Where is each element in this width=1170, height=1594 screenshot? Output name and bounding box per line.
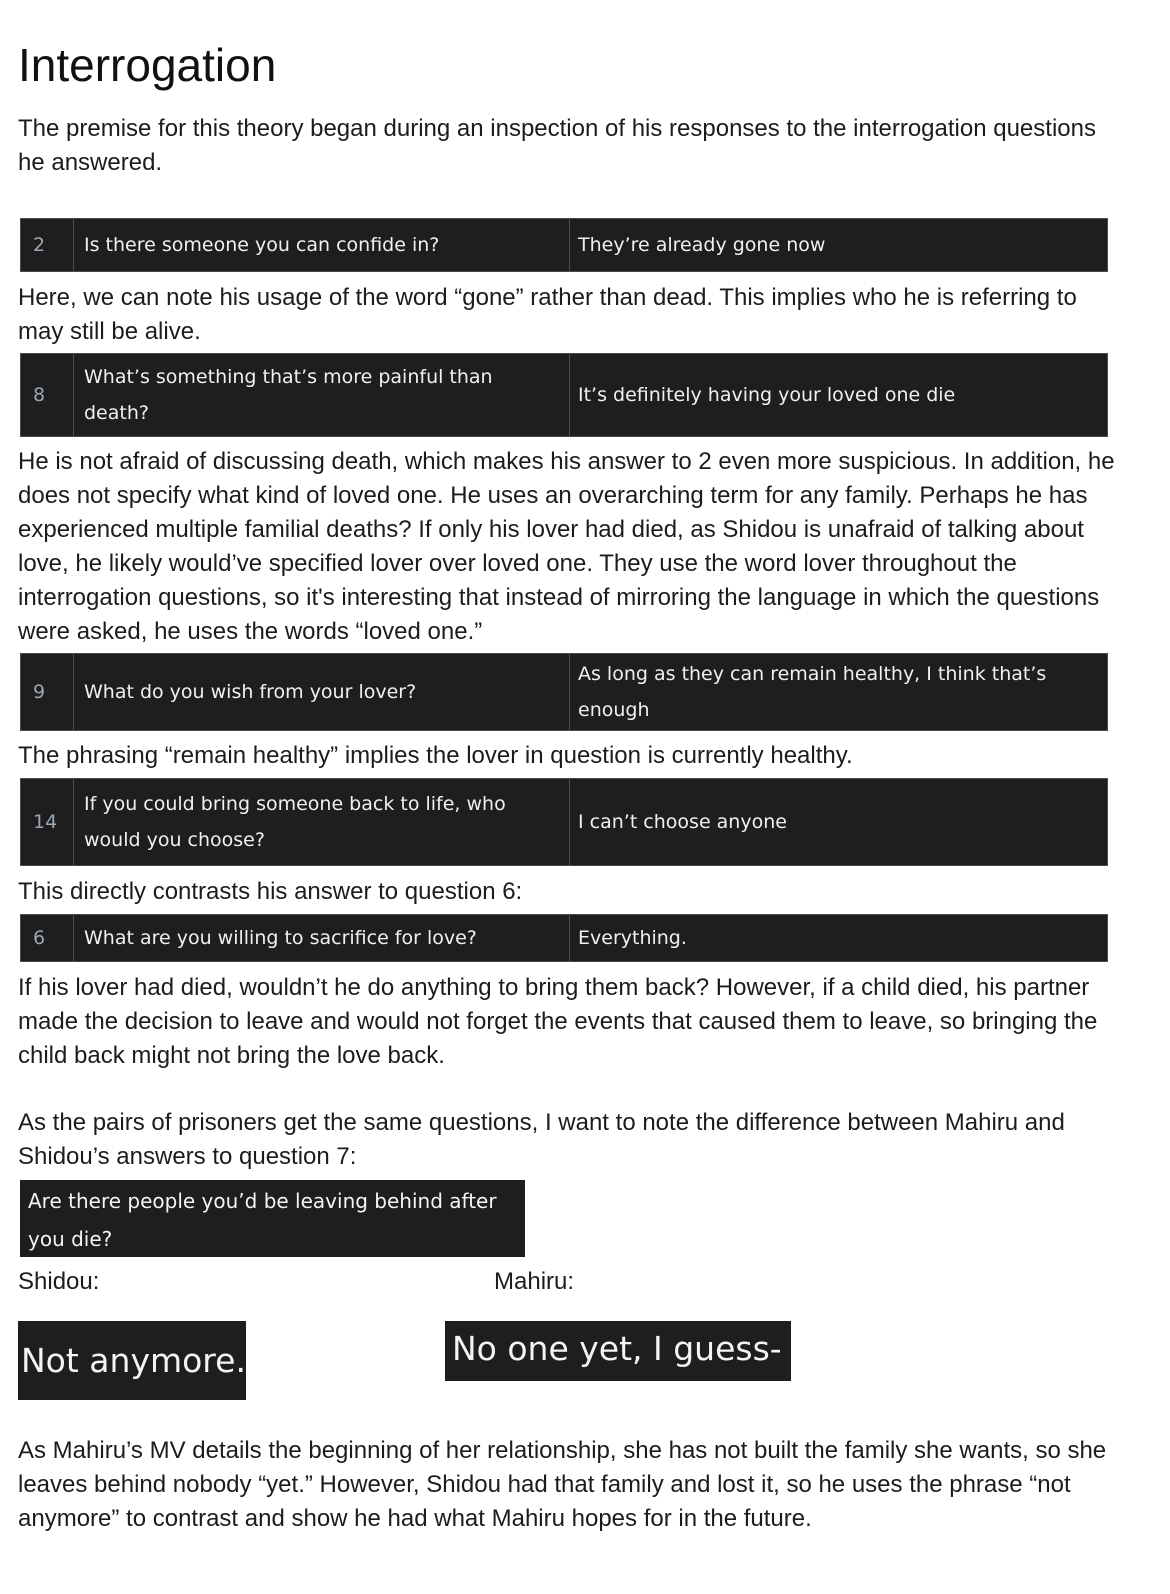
question-row-2 bbox=[20, 218, 1108, 272]
paragraph-pairs: As the pairs of prisoners get the same questions, I want to note the difference between Mahiru and Shidou’s answers to question 7: bbox=[18, 1109, 1065, 1170]
answer-text: Everything. bbox=[578, 927, 687, 949]
paragraph-healthy: The phrasing “remain healthy” implies the lover in question is currently healthy. bbox=[18, 742, 853, 769]
question-text: If you could bring someone back to life, who would you choose? bbox=[74, 779, 570, 865]
question-number: 8 bbox=[21, 354, 74, 436]
question-row-6 bbox=[20, 914, 1108, 962]
answer-text: As long as they can remain healthy, I think that’s enough bbox=[578, 663, 1047, 721]
paragraph-contrast: This directly contrasts his answer to question 6: bbox=[18, 878, 523, 905]
answer-text: I can’t choose anyone bbox=[578, 811, 787, 833]
shidou-answer-box: Not anymore. bbox=[18, 1321, 246, 1400]
mahiru-answer-box: No one yet, I guess- bbox=[445, 1321, 791, 1381]
question-number: 2 bbox=[21, 219, 74, 271]
shidou-label: Shidou: bbox=[18, 1268, 100, 1295]
paragraph-death: He is not afraid of discussing death, which makes his answer to 2 even more suspicious. In addition, he does not specify what kind of loved one. He uses an overarching term for any family. Perhaps he has experienced multiple familial deaths? If only his lover had died, as Shidou is unafraid of talking about love, he likely would’ve specified lover over loved one. They use the word lover throughout the interrogation questions, so it's interesting that instead of mirroring the language in which the questions were asked, he uses the words “loved one.” bbox=[18, 448, 1115, 645]
question-row-8 bbox=[20, 353, 1108, 437]
question-number: 9 bbox=[21, 654, 74, 730]
question-text: What’s something that’s more painful than death? bbox=[74, 354, 570, 436]
question-row-14 bbox=[20, 778, 1108, 866]
question-7-box: Are there people you’d be leaving behind after you die? bbox=[20, 1180, 525, 1257]
paragraph-final: As Mahiru’s MV details the beginning of her relationship, she has not built the family she wants, so she leaves behind nobody “yet.” However, Shidou had that family and lost it, so he uses the phrase “not anymore” to contrast and show he had what Mahiru hopes for in the future. bbox=[18, 1437, 1107, 1532]
question-number: 6 bbox=[21, 915, 74, 961]
answer-text: It’s definitely having your loved one die bbox=[578, 384, 956, 406]
paragraph-lover-died: If his lover had died, wouldn’t he do anything to bring them back? However, if a child died, his partner made the decision to leave and would not forget the events that caused them to leave, so bringing the child back might not bring the love back. bbox=[18, 974, 1098, 1069]
question-number: 14 bbox=[21, 779, 74, 865]
question-text: Is there someone you can confide in? bbox=[74, 219, 570, 271]
page-title: Interrogation bbox=[18, 39, 277, 91]
question-text: What do you wish from your lover? bbox=[74, 654, 570, 730]
answer-text: They’re already gone now bbox=[578, 234, 826, 256]
intro-paragraph: The premise for this theory began during an inspection of his responses to the interrogation questions he answered. bbox=[18, 115, 1096, 176]
question-row-9 bbox=[20, 653, 1108, 731]
mahiru-label: Mahiru: bbox=[494, 1268, 575, 1295]
question-text: What are you willing to sacrifice for love? bbox=[74, 915, 570, 961]
paragraph-gone: Here, we can note his usage of the word “gone” rather than dead. This implies who he is referring to may still be alive. bbox=[18, 284, 1077, 345]
